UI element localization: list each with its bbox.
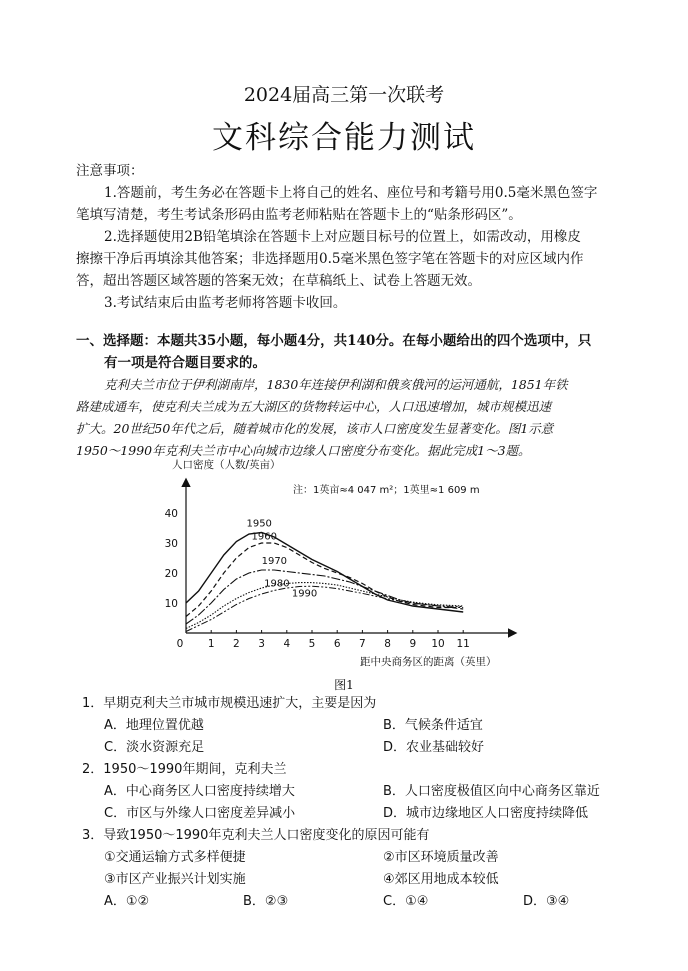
x-tick-label: 10 (431, 638, 445, 650)
chart-note: 注：1英亩≈4 047 m²；1英里≈1 609 m (293, 485, 480, 496)
section-heading-line-2: 有一项是符合题目要求的。 (104, 355, 266, 371)
question-3-stem: 3．导致1950～1990年克利夫兰人口密度变化的原因可能有 (82, 828, 430, 843)
x-tick-label: 7 (359, 638, 366, 650)
question-3-statement-2: ②市区环境质量改善 (383, 850, 499, 865)
section-heading-line-1: 一、选择题：本题共35小题，每小题4分，共140分。在每小题给出的四个选项中，只 (76, 333, 592, 349)
series-line-1990 (186, 586, 463, 631)
series-label-1990: 1990 (291, 588, 318, 600)
notice-item-1-line-1: 1.答题前，考生务必在答题卡上将自己的姓名、座位号和考籍号用0.5毫米黑色签字 (104, 185, 598, 201)
exam-title: 2024届高三第一次联考 (243, 84, 445, 106)
notice-item-2-line-1: 2.选择题使用2B铅笔填涂在答题卡上对应题目标号的位置上，如需改动，用橡皮 (104, 229, 581, 245)
y-tick-label: 20 (164, 568, 178, 580)
question-2-option-a: A．中心商务区人口密度持续增大 (104, 784, 295, 799)
notice-title: 注意事项： (76, 163, 144, 179)
passage-line-2: 路建成通车，使克利夫兰成为五大湖区的货物转运中心，人口迅速增加，城市规模迅速 (76, 399, 552, 414)
y-tick-label: 30 (164, 538, 178, 550)
notice-item-3: 3.考试结束后由监考老师将答题卡收回。 (104, 295, 347, 311)
x-tick-label: 3 (258, 638, 265, 650)
notice-item-2-line-3: 答，超出答题区域答题的答案无效；在草稿纸上、试卷上答题无效。 (76, 273, 481, 289)
x-axis-label: 距中央商务区的距离（英里） (360, 656, 497, 668)
series-line-1950 (186, 533, 463, 613)
question-3-option-c: C．①④ (383, 894, 429, 909)
x-tick-label: 2 (233, 638, 240, 650)
passage-line-3: 扩大。20世纪50年代之后，随着城市化的发展，该市人口密度发生显著变化。图1示意 (76, 421, 554, 436)
question-1-option-a: A．地理位置优越 (104, 718, 204, 733)
series-label-1970: 1970 (261, 556, 288, 567)
x-tick-label: 0 (176, 638, 184, 650)
question-3-option-a: A．①② (104, 894, 150, 909)
series-line-1960 (186, 543, 463, 617)
x-tick-label: 1 (207, 638, 215, 650)
x-tick-label: 8 (384, 638, 391, 650)
x-tick-label: 9 (409, 638, 417, 650)
x-tick-label: 4 (283, 638, 291, 650)
question-3-option-d: D．③④ (523, 894, 570, 909)
question-1-stem: 1．早期克利夫兰市城市规模迅速扩大，主要是因为 (82, 696, 377, 711)
question-2-option-c: C．市区与外缘人口密度差异减小 (104, 806, 296, 821)
question-3-option-b: B．②③ (243, 894, 289, 909)
question-1-option-c: C．淡水资源充足 (104, 740, 205, 755)
question-1-option-d: D．农业基础较好 (383, 740, 485, 755)
series-label-1960: 1960 (251, 531, 277, 543)
y-axis-label: 人口密度（人数/英亩） (172, 459, 281, 471)
x-tick-label: 11 (456, 638, 470, 650)
x-tick-label: 6 (333, 638, 341, 650)
question-2-stem: 2．1950～1990年期间，克利夫兰 (82, 762, 287, 777)
figure-caption: 图1 (334, 678, 354, 692)
notice-item-2-line-2: 擦擦干净后再填涂其他答案；非选择题用0.5毫米黑色签字笔在答题卡的对应区域内作 (76, 251, 584, 267)
question-3-statement-3: ③市区产业振兴计划实施 (104, 872, 246, 887)
population-density-chart (150, 455, 530, 680)
question-1-option-b: B．气候条件适宜 (383, 718, 483, 733)
series-label-1950: 1950 (246, 518, 272, 530)
question-3-statement-4: ④郊区用地成本较低 (383, 872, 499, 887)
x-tick-label: 5 (308, 638, 316, 650)
y-tick-label: 10 (164, 598, 178, 610)
series-label-1980: 1980 (264, 578, 290, 590)
notice-item-1-line-2: 笔填写清楚，考生考试条形码由监考老师粘贴在答题卡上的“贴条形码区”。 (76, 207, 522, 223)
question-2-option-b: B．人口密度极值区向中心商务区靠近 (383, 784, 600, 799)
series-line-1970 (186, 570, 463, 624)
passage-line-4: 1950～1990年克利夫兰市中心向城市边缘人口密度分布变化。据此完成1～3题。 (76, 443, 531, 458)
exam-subject-title: 文科综合能力测试 (212, 120, 476, 156)
question-3-statement-1: ①交通运输方式多样便捷 (104, 850, 246, 865)
question-2-option-d: D．城市边缘地区人口密度持续降低 (383, 806, 589, 821)
y-tick-label: 40 (164, 508, 178, 520)
passage-line-1: 克利夫兰市位于伊利湖南岸，1830年连接伊利湖和俄亥俄河的运河通航，1851年铁 (104, 377, 568, 392)
